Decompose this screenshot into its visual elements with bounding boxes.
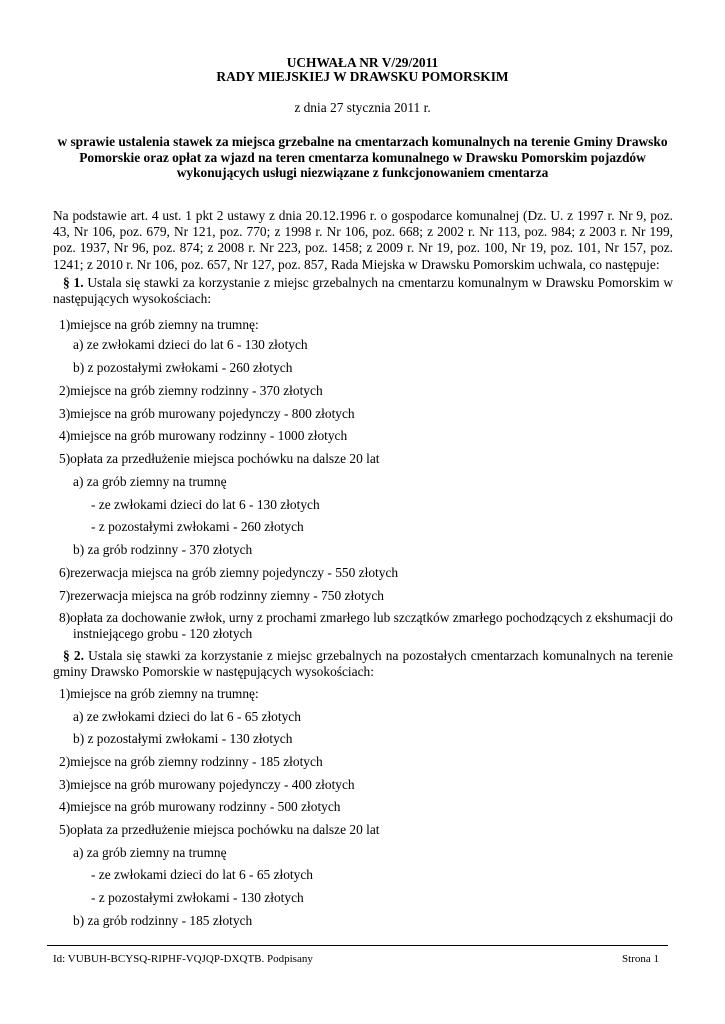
s2-item-1: 1)miejsce na grób ziemny na trumnę: [59,686,259,701]
section-1-intro-text: Ustala się stawki za korzystanie z miejsc grzebalnych na cmentarzu komunalnym w Drawsku Pomorskim w następujących wysokościach: [53,275,674,307]
s1-item-2: 2)miejsce na grób ziemny rodzinny - 370 złotych [59,383,323,398]
s1-item-5: 5)opłata za przedłużenie miejsca pochówku na dalsze 20 lat [59,451,380,466]
s1-item-5a: a) za grób ziemny na trumnę [73,474,227,489]
s2-item-5: 5)opłata za przedłużenie miejsca pochówku na dalsze 20 lat [59,822,380,837]
s2-item-3: 3)miejsce na grób murowany pojedynczy - 400 złotych [59,777,355,792]
s2-item-1a: a) ze zwłokami dzieci do lat 6 - 65 złotych [73,709,301,724]
s2-item-5a-1: - ze zwłokami dzieci do lat 6 - 65 złotych [91,867,313,882]
subject-line-1: w sprawie ustalenia stawek za miejsca grzebalne na cmentarzach komunalnych na terenie Gminy Drawsko [57,134,668,149]
s1-item-1: 1)miejsce na grób ziemny na trumnę: [59,317,259,332]
preamble-paragraph: Na podstawie art. 4 ust. 1 pkt 2 ustawy z dnia 20.12.1996 r. o gospodarce komunalnej (Dz. U. z 1997 r. Nr 9, poz. 43, Nr 106, poz. 679, Nr 121, poz. 770; z 1998 r. Nr 106, poz. 668; z 2002 r. Nr 113, poz. 984; z 2003 r. Nr 199, poz. 1937, Nr 96, poz. 874; z 2008 r. Nr 223, poz. 1458; z 2009 r. Nr 19, poz. 100, Nr 19, poz. 101, Nr 157, poz. 1241; z 2010 r. Nr 106, poz. 657, Nr 127, poz. 857, Rada Miejska w Drawsku Pomorskim uchwala, co następuje: [53,208,673,272]
document-date: z dnia 27 stycznia 2011 r. [294,100,431,115]
s2-item-2: 2)miejsce na grób ziemny rodzinny - 185 złotych [59,754,323,769]
s1-item-5b: b) za grób rodzinny - 370 złotych [73,542,253,557]
subject-line-2: Pomorskie oraz opłat za wjazd na teren cmentarza komunalnego w Drawsku Pomorskim pojazdów [79,150,646,165]
footer-divider [47,945,668,946]
footer-page-number: Strona 1 [622,953,659,965]
s1-item-8-cont: instniejącego grobu - 120 złotych [73,626,253,641]
footer-document-id: Id: VUBUH-BCYSQ-RIPHF-VQJQP-DXQTB. Podpisany [53,953,313,965]
s2-item-1b: b) z pozostałymi zwłokami - 130 złotych [73,731,293,746]
section-1-intro [53,275,673,307]
s2-item-5a: a) za grób ziemny na trumnę [73,845,227,860]
section-2-intro-text: Ustala się stawki za korzystanie z miejsc grzebalnych na pozostałych cmentarzach komunalnych na terenie gminy Drawsko Pomorskie w następujących wysokościach: [53,648,674,680]
subject-line-3: wykonujących usługi niezwiązane z funkcjonowaniem cmentarza [176,165,549,180]
title-line-2: RADY MIEJSKIEJ W DRAWSKU POMORSKIM [216,69,509,84]
s1-item-5a-1: - ze zwłokami dzieci do lat 6 - 130 złotych [91,497,320,512]
s1-item-1a: a) ze zwłokami dzieci do lat 6 - 130 złotych [73,337,308,352]
s1-item-6: 6)rezerwacja miejsca na grób ziemny pojedynczy - 550 złotych [59,565,399,580]
s1-item-5a-2: - z pozostałymi zwłokami - 260 złotych [91,519,304,534]
s2-item-5b: b) za grób rodzinny - 185 złotych [73,913,253,928]
s1-item-8: 8)opłata za dochowanie zwłok, urny z prochami zmarłego lub szczątków zmarłego pochodzących z ekshumacji do [59,610,673,625]
title-line-1: UCHWAŁA NR V/29/2011 [286,55,439,70]
section-2-marker: § 2. [63,648,84,663]
s1-item-7: 7)rezerwacja miejsca na grób rodzinny ziemny - 750 złotych [59,588,384,603]
s1-item-1b: b) z pozostałymi zwłokami - 260 złotych [73,360,293,375]
s2-item-4: 4)miejsce na grób murowany rodzinny - 500 złotych [59,799,341,814]
s1-item-4: 4)miejsce na grób murowany rodzinny - 1000 złotych [59,428,348,443]
section-1-marker: § 1. [63,275,84,290]
section-2-intro [53,648,673,680]
s1-item-3: 3)miejsce na grób murowany pojedynczy - 800 złotych [59,406,355,421]
s2-item-5a-2: - z pozostałymi zwłokami - 130 złotych [91,890,304,905]
